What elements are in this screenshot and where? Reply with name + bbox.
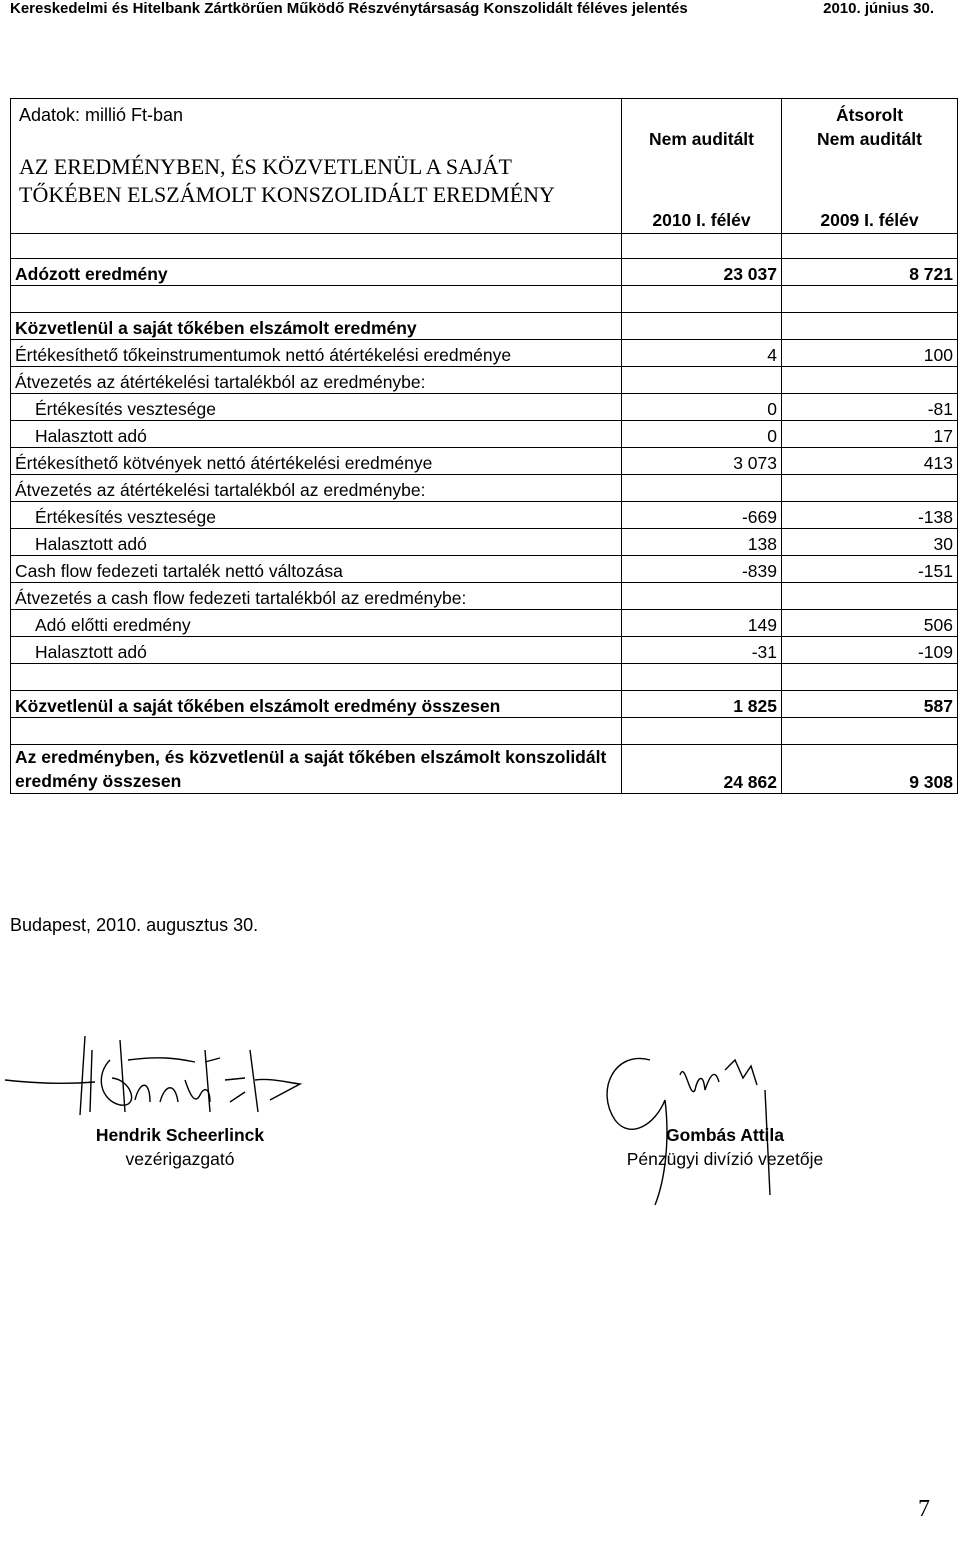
- spacer-row: [11, 718, 958, 745]
- row-value-2009: 30: [782, 529, 958, 556]
- row-value-2010: 0: [622, 394, 782, 421]
- row-value-2010: [622, 583, 782, 610]
- row-value-2009: -151: [782, 556, 958, 583]
- table-row: [11, 556, 958, 583]
- row-value-2009: 100: [782, 340, 958, 367]
- table-row: [11, 340, 958, 367]
- col2-period: 2009 I. félév: [820, 210, 919, 230]
- table-row: [11, 313, 958, 340]
- row-value-2009: [782, 475, 958, 502]
- row-value-2010: 4: [622, 340, 782, 367]
- row-value-2010: -31: [622, 637, 782, 664]
- col2-restated: Átsorolt: [835, 105, 904, 125]
- row-value-2009: 9 308: [782, 745, 958, 794]
- row-value-2010: 23 037: [622, 259, 782, 286]
- row-label: Adó előtti eredmény: [11, 610, 622, 637]
- spacer-row: [11, 234, 958, 259]
- row-label: Halasztott adó: [11, 421, 622, 448]
- table-row: [11, 610, 958, 637]
- spacer-row: [11, 664, 958, 691]
- signer-1-name: Hendrik Scheerlinck: [95, 1125, 265, 1145]
- row-value-2009: 413: [782, 448, 958, 475]
- signer-2: [600, 1123, 850, 1171]
- signature-scheerlinck: [0, 1020, 320, 1120]
- row-label: Értékesítés vesztesége: [11, 394, 622, 421]
- income-statement-table: [10, 98, 958, 794]
- row-value-2009: 587: [782, 691, 958, 718]
- row-value-2009: -138: [782, 502, 958, 529]
- table-row: [11, 691, 958, 718]
- row-value-2009: -81: [782, 394, 958, 421]
- row-label: Átvezetés az átértékelési tartalékból az eredménybe:: [11, 475, 622, 502]
- row-value-2010: 0: [622, 421, 782, 448]
- header-title: Kereskedelmi és Hitelbank Zártkörűen Működő Részvénytársaság Konszolidált féléves jelentés: [10, 0, 688, 17]
- table-row: [11, 529, 958, 556]
- row-value-2010: [622, 367, 782, 394]
- column-header-2009: [782, 99, 958, 234]
- table-row: [11, 367, 958, 394]
- row-value-2010: [622, 475, 782, 502]
- table-row: [11, 502, 958, 529]
- col1-audit-status: Nem auditált: [648, 129, 755, 149]
- row-value-2010: 138: [622, 529, 782, 556]
- header-date: 2010. június 30.: [823, 0, 934, 17]
- row-label: Átvezetés a cash flow fedezeti tartalékból az eredménybe:: [11, 583, 622, 610]
- row-value-2010: 149: [622, 610, 782, 637]
- row-label: Értékesítés vesztesége: [11, 502, 622, 529]
- statement-title: AZ EREDMÉNYBEN, ÉS KÖZVETLENÜL A SAJÁT TŐKÉBEN ELSZÁMOLT KONSZOLIDÁLT EREDMÉNY: [19, 154, 555, 207]
- row-label: Közvetlenül a saját tőkében elszámolt eredmény: [11, 313, 622, 340]
- row-label: Az eredményben, és közvetlenül a saját tőkében elszámolt konszolidált eredmény összesen: [11, 745, 622, 794]
- row-value-2009: 17: [782, 421, 958, 448]
- row-label: Közvetlenül a saját tőkében elszámolt eredmény összesen: [11, 691, 622, 718]
- row-value-2009: [782, 367, 958, 394]
- row-label: Cash flow fedezeti tartalék nettó változása: [11, 556, 622, 583]
- signer-1: [70, 1123, 290, 1171]
- row-value-2010: 24 862: [622, 745, 782, 794]
- signature-gombas: [585, 1030, 835, 1210]
- row-value-2010: -669: [622, 502, 782, 529]
- table-row: [11, 259, 958, 286]
- place-and-date: Budapest, 2010. augusztus 30.: [10, 915, 259, 935]
- col2-audit-status: Nem auditált: [816, 129, 923, 149]
- row-label: Adózott eredmény: [11, 259, 622, 286]
- table-header-row: [11, 99, 958, 234]
- row-value-2010: 1 825: [622, 691, 782, 718]
- row-value-2009: [782, 313, 958, 340]
- signer-2-title: Pénzügyi divízió vezetője: [626, 1149, 824, 1169]
- row-label: Átvezetés az átértékelési tartalékból az eredménybe:: [11, 367, 622, 394]
- row-value-2009: -109: [782, 637, 958, 664]
- table-row: [11, 637, 958, 664]
- row-label: Értékesíthető tőkeinstrumentumok nettó átértékelési eredménye: [11, 340, 622, 367]
- page-number: 7: [918, 1496, 930, 1522]
- row-label: Halasztott adó: [11, 637, 622, 664]
- column-header-2010: [622, 99, 782, 234]
- table-row: [11, 475, 958, 502]
- row-value-2010: -839: [622, 556, 782, 583]
- units-note: Adatok: millió Ft-ban: [19, 105, 184, 125]
- document-header: [10, 0, 934, 22]
- spacer-row: [11, 286, 958, 313]
- signer-2-name: Gombás Attila: [666, 1125, 784, 1145]
- col1-period: 2010 I. félév: [652, 210, 751, 230]
- row-value-2010: [622, 313, 782, 340]
- table-row: [11, 583, 958, 610]
- row-label: Értékesíthető kötvények nettó átértékelési eredménye: [11, 448, 622, 475]
- table-row: [11, 394, 958, 421]
- row-label: Halasztott adó: [11, 529, 622, 556]
- table-row: [11, 745, 958, 794]
- signer-1-title: vezérigazgató: [125, 1149, 235, 1169]
- row-value-2009: [782, 583, 958, 610]
- table-row: [11, 421, 958, 448]
- row-value-2010: 3 073: [622, 448, 782, 475]
- table-row: [11, 448, 958, 475]
- row-value-2009: 8 721: [782, 259, 958, 286]
- table-header-label-cell: [11, 99, 622, 234]
- row-value-2009: 506: [782, 610, 958, 637]
